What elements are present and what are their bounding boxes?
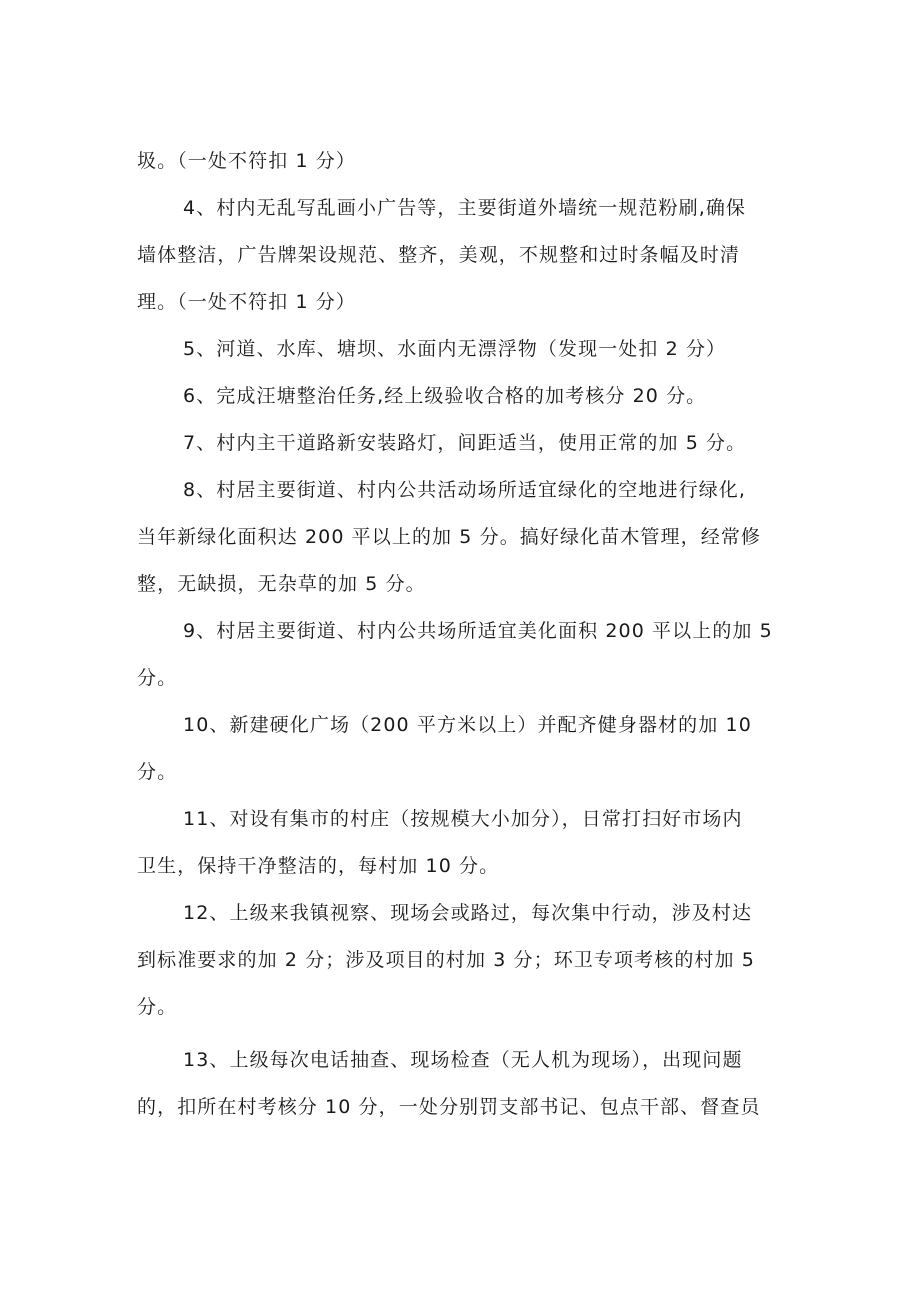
text-line: 5、河道、水库、塘坝、水面内无漂浮物（发现一处扣 2 分） [183, 338, 727, 360]
text-line: 8、村居主要街道、村内公共活动场所适宜绿化的空地进行绿化, [183, 479, 747, 501]
text-line: 到标准要求的加 2 分；涉及项目的村加 3 分；环卫专项考核的村加 5 [137, 949, 755, 971]
text-line: 9、村居主要街道、村内公共场所适宜美化面积 200 平以上的加 5 [183, 620, 773, 642]
text-line: 墙体整洁，广告牌架设规范、整齐，美观，不规整和过时条幅及时清 [137, 244, 741, 266]
text-line: 卫生，保持干净整洁的，每村加 10 分。 [137, 855, 500, 877]
text-line: 13、上级每次电话抽查、现场检查（无人机为现场），出现问题 [183, 1049, 743, 1071]
text-line: 分。 [137, 667, 178, 689]
text-line: 分。 [137, 996, 178, 1018]
text-line: 圾。（一处不符扣 1 分） [137, 150, 356, 172]
text-line: 12、上级来我镇视察、现场会或路过，每次集中行动，涉及村达 [183, 902, 753, 924]
text-line: 分。 [137, 761, 178, 783]
text-line: 整，无缺损，无杂草的加 5 分。 [137, 573, 426, 595]
text-line: 7、村内主干道路新安装路灯，间距适当，使用正常的加 5 分。 [183, 432, 747, 454]
text-line: 10、新建硬化广场（200 平方米以上）并配齐健身器材的加 10 [183, 714, 752, 736]
text-line: 4、村内无乱写乱画小广告等，主要街道外墙统一规范粉刷,确保 [183, 197, 747, 219]
text-line: 6、完成汪塘整治任务,经上级验收合格的加考核分 20 分。 [183, 385, 707, 407]
text-line: 11、对设有集市的村庄（按规模大小加分），日常打扫好市场内 [183, 808, 743, 830]
text-line: 当年新绿化面积达 200 平以上的加 5 分。搞好绿化苗木管理，经常修 [137, 526, 762, 548]
text-line: 理。（一处不符扣 1 分） [137, 291, 356, 313]
text-line: 的，扣所在村考核分 10 分，一处分别罚支部书记、包点干部、督查员 [137, 1096, 761, 1118]
